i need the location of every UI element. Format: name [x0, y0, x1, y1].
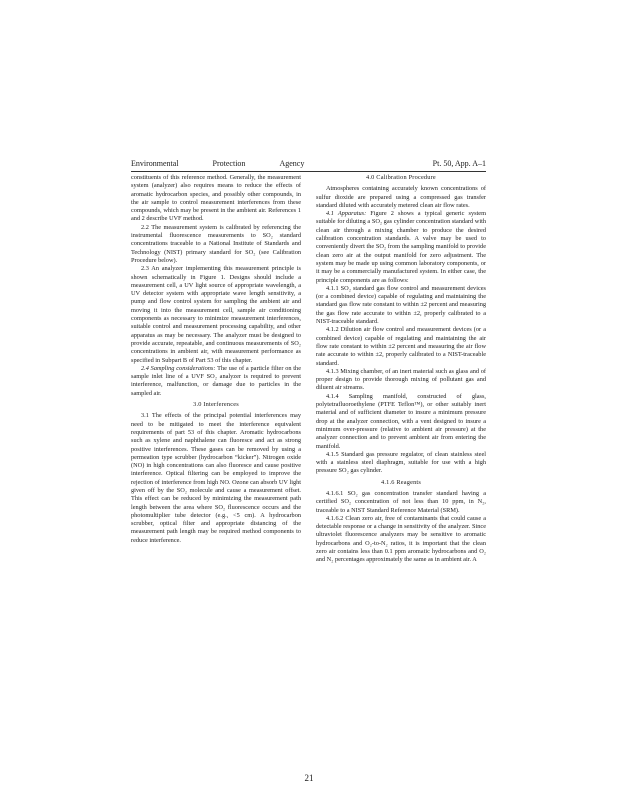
header-agency	[131, 158, 338, 170]
left-column	[131, 174, 301, 545]
subsection-heading: 4.1.6 Reagents	[380, 478, 422, 486]
paragraph	[131, 365, 301, 398]
paragraph: 4.1.1 SO₂ standard gas flow control and measurement devices (or a combined device) capable of regulating and maintaining the standard gas flow rate constant to within ±2 percent and measuring the gas flow rate accurate to within ±2, properly calibrated to a NIST-traceable standard.	[316, 284, 486, 326]
paragraph: Atmospheres containing accurately known concentrations of sulfur dioxide are prepared using a compressed gas transfer standard diluted with accurately metered clean air flow rates.	[316, 185, 486, 209]
paragraph-label: 2.4 Sampling considerations:	[141, 364, 216, 372]
paragraph: 3.1 The effects of the principal potential interferences may need to be mitigated to meet the interference equivalent requirements of part 53 of this chapter. Aromatic hydrocarbons such as xylene and naphthalene can fluoresce and act as strong positive interferences. These gases can be removed by using a permeation type scrubber (hydrocarbon “kicker”). Nitrogen oxide (NO) in high concentrations can also fluoresce and cause positive interference. Optical filtering can be employed to improve the rejection of interference from high NO. Ozone can absorb UV light given off by the SO₂ molecule and cause a measurement offset. This effect can be reduced by minimizing the measurement path length between the area where SO₂ fluorescence occurs and the photomultiplier tube detector (e.g., <5 cm). A hydrocarbon scrubber, optical filter and appropriate distancing of the measurement path length may be required method components to reduce interference.	[131, 412, 301, 544]
paragraph-label: 4.1 Apparatus:	[326, 210, 367, 218]
running-header	[131, 158, 486, 170]
header-word-1: Environmental	[131, 159, 179, 168]
section-heading: 4.0 Calibration Procedure	[366, 174, 436, 181]
header-part-reference: Pt. 50, App. A–1	[432, 159, 486, 168]
paragraph: 4.1.4 Sampling manifold, constructed of glass, polytetrafluoroethylene (PTFE Teflon™), or other suitably inert material and of sufficient diameter to insure a minimum pressure drop at the analyzer connection, with a vent designed to insure a minimum over-pressure (relative to ambient air pressure) at the analyzer connection and to prevent ambient air from entering the manifold.	[316, 392, 486, 450]
paragraph: 4.1.6.1 SO₂ gas concentration transfer standard having a certified SO₂ concentration of not less than 10 ppm, in N₂, traceable to a NIST Standard Reference Material (SRM).	[316, 489, 486, 514]
header-rule	[131, 171, 486, 172]
paragraph: 4.1.2 Dilution air flow control and measurement devices (or a combined device) capable of regulating and maintaining the air flow rate constant to within ±2 percent and measuring the air flow rate accurate to within ±2, properly calibrated to a NIST-traceable standard.	[316, 326, 486, 367]
page-number: 21	[304, 773, 314, 783]
paragraph: 2.2 The measurement system is calibrated by referencing the instrumental fluorescence measurements to SO₂ standard concentrations traceable to a National Institute of Standards and Technology (NIST) primary standard for SO₂ (see Calibration Procedure below).	[131, 223, 301, 264]
paragraph	[316, 210, 486, 285]
paragraph: 4.1.6.2 Clean zero air, free of contaminants that could cause a detectable response or a change in sensitivity of the analyzer. Since ultraviolet fluorescence analyzers may be sensitive to aromatic hydrocarbons and O₂-to-N₂ ratios, it is important that the clean zero air contains less than 0.1 ppm aromatic hydrocarbons and O₂ and N₂ percentages approximately the same as in ambient air. A	[316, 514, 486, 564]
header-word-3: Agency	[279, 159, 305, 168]
header-word-2: Protection	[212, 159, 246, 168]
paragraph-text: The use of a particle filter on the sample inlet line of a UVF SO₂ analyzer is required to prevent interference, malfunction, or damage due to particles in the sampled air.	[131, 364, 301, 397]
paragraph-text: Figure 2 shows a typical generic system suitable for diluting a SO₂ gas cylinder concentration standard with clean air through a mixing chamber to produce the desired calibration concentration standards. A valve may be used to conveniently divert the SO₂ from the sampling manifold to provide clean zero air at the output manifold for zero adjustment. The system may be made up using common laboratory components, or it may be a commercially manufactured system. In either case, the principle components are as follows:	[316, 210, 486, 284]
paragraph: 4.1.3 Mixing chamber, of an inert material such as glass and of proper design to provide thorough mixing of pollutant gas and diluent air streams.	[316, 367, 486, 392]
paragraph: 2.3 An analyzer implementing this measurement principle is shown schematically in Figure 1. Designs should include a measurement cell, a UV light source of appropriate wavelength, a UV detector system with appropriate wave length sensitivity, a pump and flow control system for sampling the ambient air and moving it into the measurement cell, sample air conditioning components as necessary to minimize measurement interferences, suitable control and measurement processing capability, and other apparatus as may be necessary. The analyzer must be designed to provide accurate, repeatable, and continuous measurements of SO₂ concentrations in ambient air, with measurement performance as specified in Subpart B of Part 53 of this chapter.	[131, 265, 301, 364]
paragraph: constituents of this reference method. Generally, the measurement system (analyzer) also requires means to reduce the effects of aromatic hydrocarbon species, and possibly other compounds, in the air sample to control measurement interferences from these compounds, which may be present in the ambient air. References 1 and 2 describe UVF method.	[131, 174, 301, 223]
right-column	[316, 174, 486, 565]
section-heading: 3.0 Interferences	[193, 401, 239, 409]
paragraph: 4.1.5 Standard gas pressure regulator, of clean stainless steel with a stainless steel diaphragm, suitable for use with a high pressure SO₂ gas cylinder.	[316, 450, 486, 475]
